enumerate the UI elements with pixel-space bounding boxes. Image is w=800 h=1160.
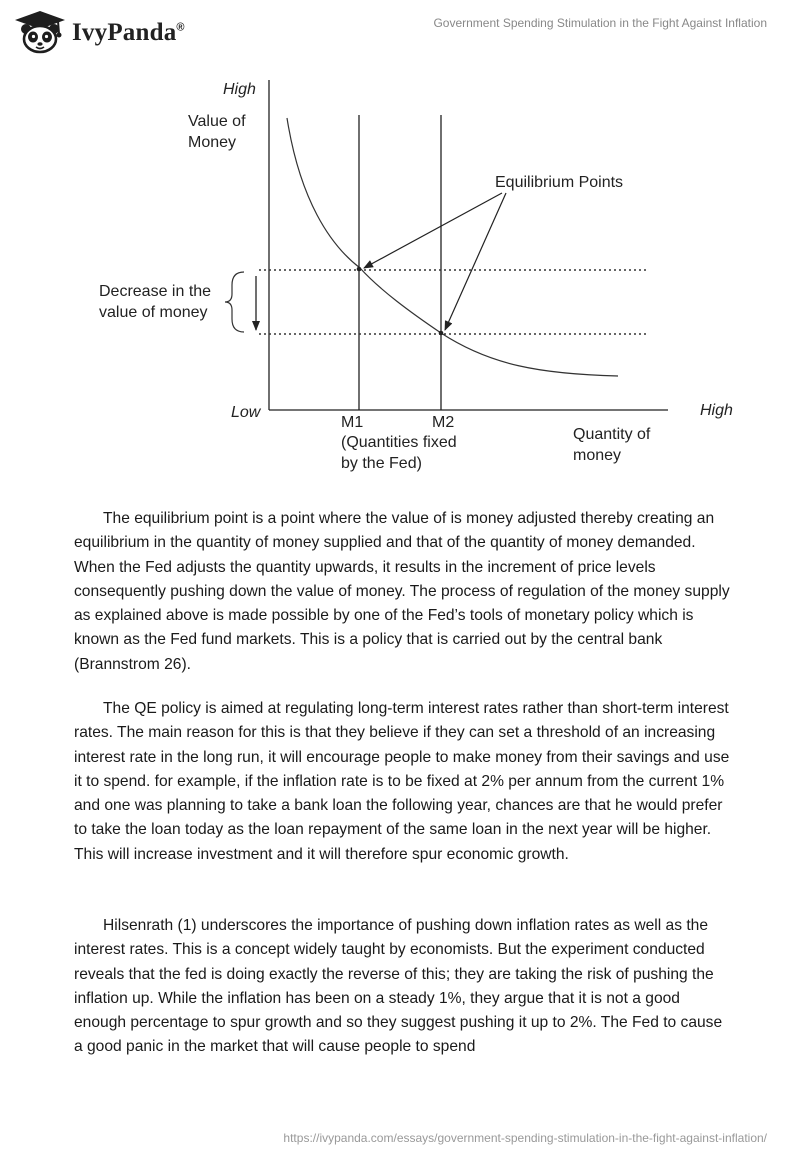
y-axis-label-line1: Value of [188,113,246,130]
arrow-to-point-1 [364,193,502,268]
x-axis-label-line1: Quantity of [573,426,651,443]
paragraph-equilibrium: The equilibrium point is a point where the value of is money adjusted thereby creating an equilibrium in the quantity of money supplied and that of the quantity of money demanded. When the Fed adjusts the quantity upwards, it results in the increment of price levels consequently pushing down the value of money. The process of regulation of the money supply as explained above is made possible by one of the Fed’s tools of monetary policy which is known as the Fed fund markets. This is a policy that is carried out by the central bank (Brannstrom 26). [74,510,730,673]
equilibrium-point-1 [357,267,362,272]
document-title: Government Spending Stimulation in the Fight Against Inflation [433,16,767,30]
y-axis-label-line2: Money [188,134,237,151]
m2-label: M2 [432,414,455,431]
equilibrium-point-2 [439,331,444,336]
paragraph-qe-policy: The QE policy is aimed at regulating long-term interest rates rather than short-term interest rates. The main reason for this is that they believe if they can set a threshold of an increasing interest rate in the long run, it will encourage people to make money from their savings and use it to spend. for example, if the inflation rate is to be fixed at 2% per annum from the current 1% and one was planning to take a bank loan the following year, chances are that he would prefer to take the loan today as the loan repayment of the same loan in the next year will be higher. This will increase investment and it will therefore spur economic growth. [74,700,730,863]
y-high-label: High [223,81,256,98]
equilibrium-points-label: Equilibrium Points [495,174,624,191]
m1-note-line2: by the Fed) [341,455,422,472]
x-high-label: High [700,402,733,419]
decrease-brace-icon [225,272,244,332]
arrow-to-point-2 [445,193,506,330]
m1-note-line1: (Quantities fixed [341,434,457,451]
m1-label: M1 [341,414,364,431]
brand-name: IvyPanda® [72,19,185,46]
decrease-label-line1: Decrease in the [99,283,212,300]
money-value-figure [0,0,800,480]
source-url-link[interactable]: https://ivypanda.com/essays/government-spending-stimulation-in-the-fight-against-inflation/ [283,1131,767,1145]
demand-curve [287,118,618,376]
x-axis-label-line2: money [573,447,622,464]
y-low-label: Low [231,404,261,421]
decrease-label-line2: value of money [99,304,208,321]
paragraph-hilsenrath: Hilsenrath (1) underscores the importance of pushing down inflation rates as well as the interest rates. This is a concept widely taught by economists. But the experiment conducted reveals that the fed is doing exactly the reverse of this; they are taking the risk of pushing the inflation up. While the inflation has been on a steady 1%, they argue that it is not a good enough percentage to spur growth and so they suggest pushing it up to 2%. The Fed to cause a good panic in the market that will cause people to spend [74,917,723,1056]
